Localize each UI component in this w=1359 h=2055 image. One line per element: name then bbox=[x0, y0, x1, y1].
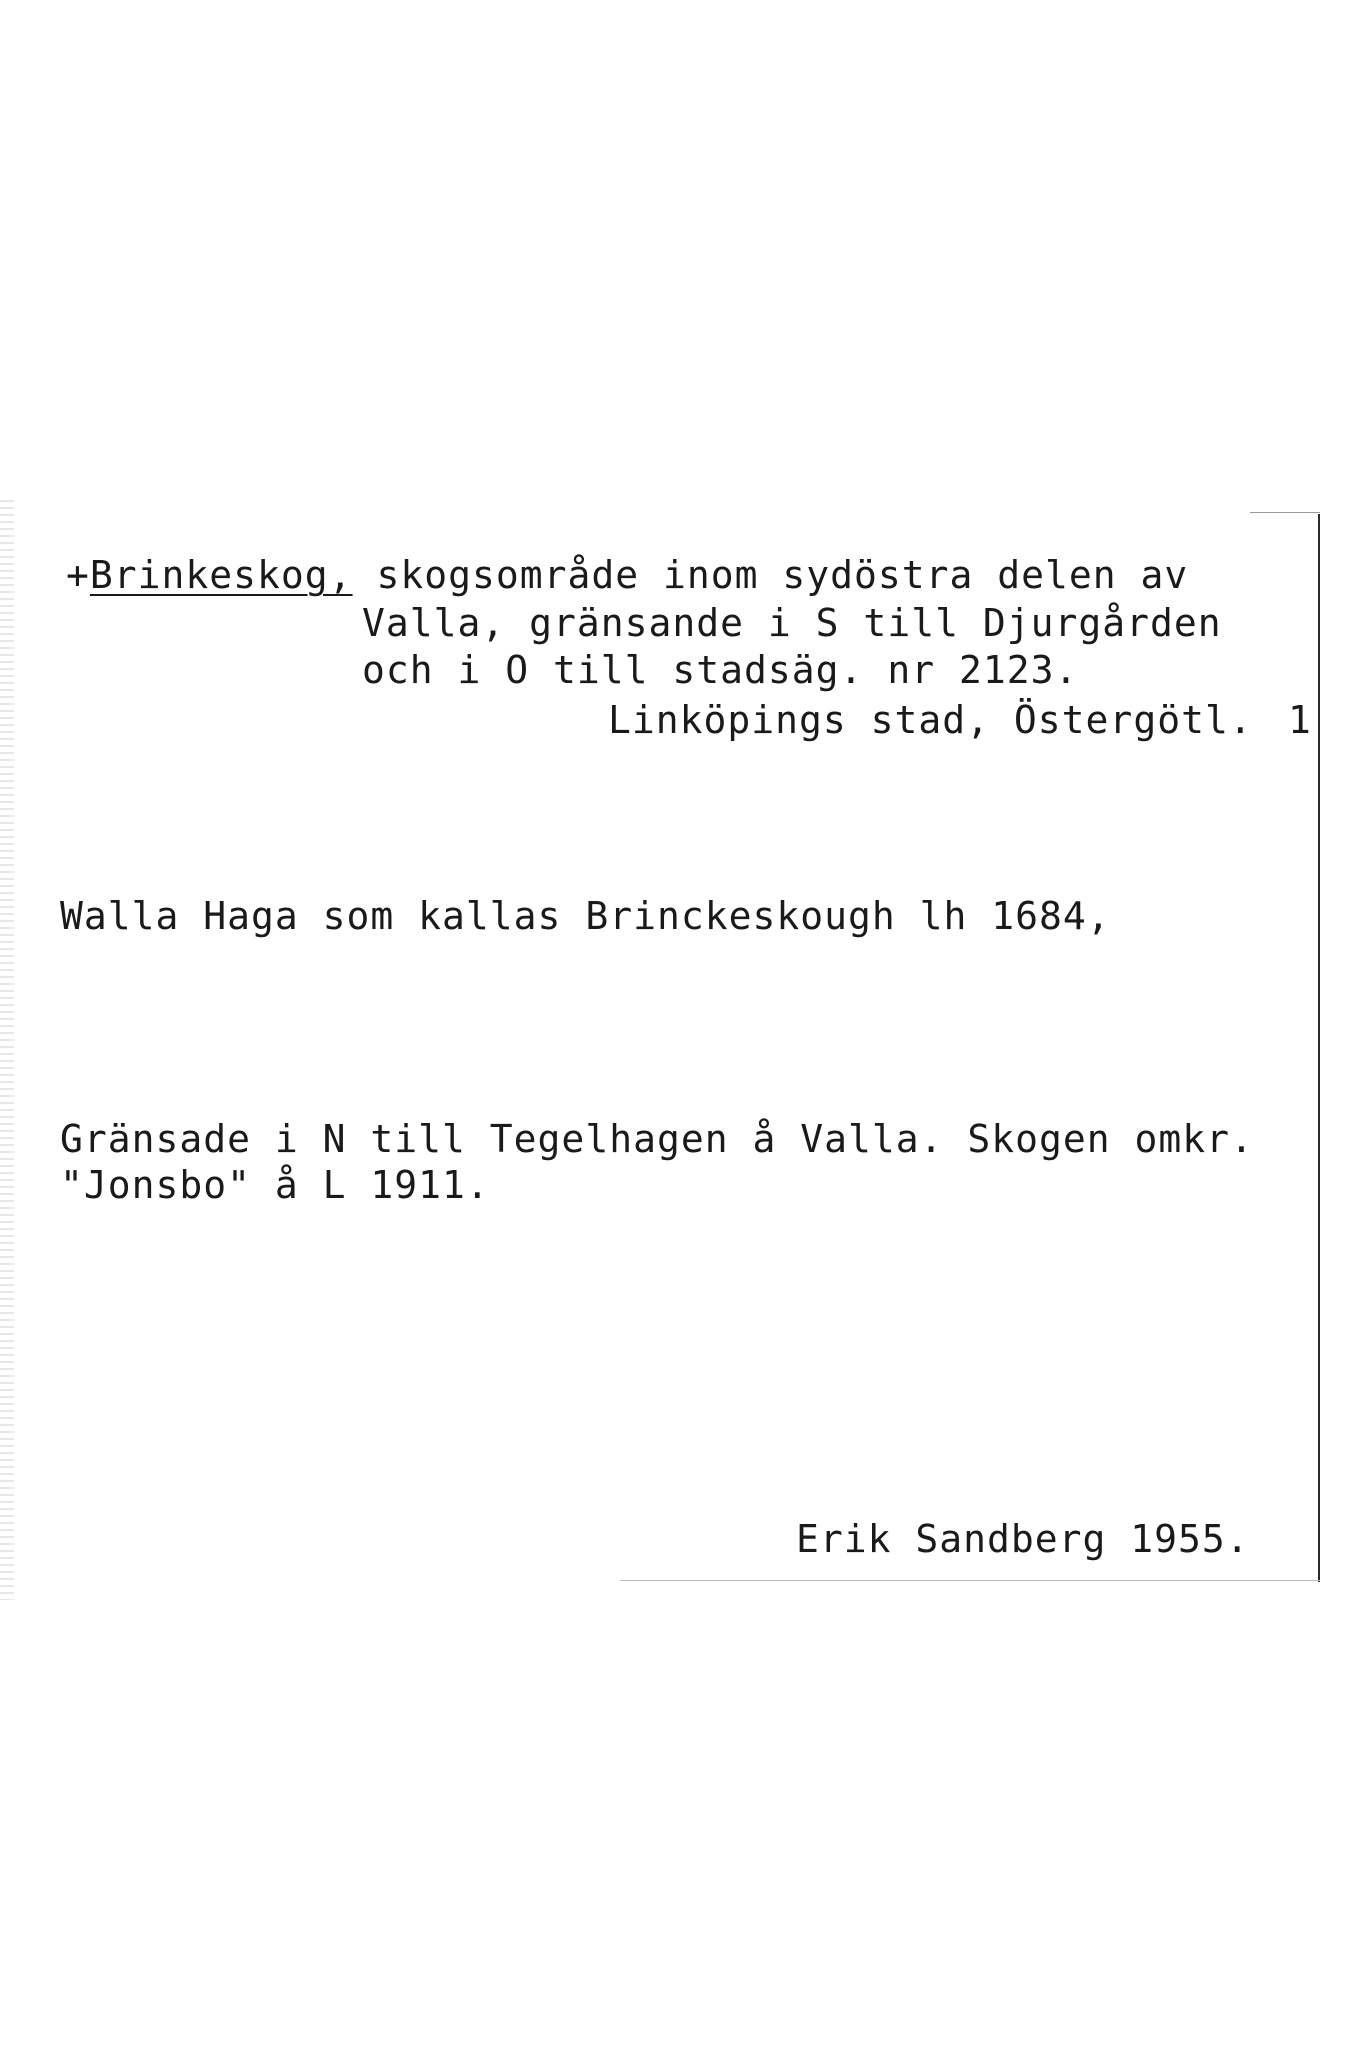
card-top-edge bbox=[1250, 512, 1320, 513]
signature: Erik Sandberg 1955. bbox=[796, 1517, 1250, 1561]
historical-note: Walla Haga som kallas Brinckeskough lh 1684, bbox=[60, 894, 1111, 938]
card-number: 1 bbox=[1288, 698, 1312, 742]
card-bottom-edge bbox=[620, 1580, 1320, 1581]
entry-line-4 bbox=[608, 698, 1312, 742]
border-note-line-2: "Jonsbo" å L 1911. bbox=[60, 1163, 490, 1207]
entry-line-1-rest: skogsområde inom sydöstra delen av bbox=[352, 553, 1189, 597]
scan-edge-texture bbox=[0, 500, 14, 1600]
location: Linköpings stad, Östergötl. bbox=[608, 698, 1253, 742]
card-right-edge bbox=[1318, 514, 1320, 1582]
entry-line-1 bbox=[66, 553, 1189, 597]
entry-line-2: Valla, gränsande i S till Djurgården bbox=[362, 601, 1222, 645]
border-note-line-1: Gränsade i N till Tegelhagen å Valla. Skogen omkr. bbox=[60, 1117, 1254, 1161]
plus-marker: + bbox=[66, 553, 90, 597]
entry-line-3: och i O till stadsäg. nr 2123. bbox=[362, 648, 1079, 692]
headword: Brinkeskog, bbox=[89, 553, 353, 597]
